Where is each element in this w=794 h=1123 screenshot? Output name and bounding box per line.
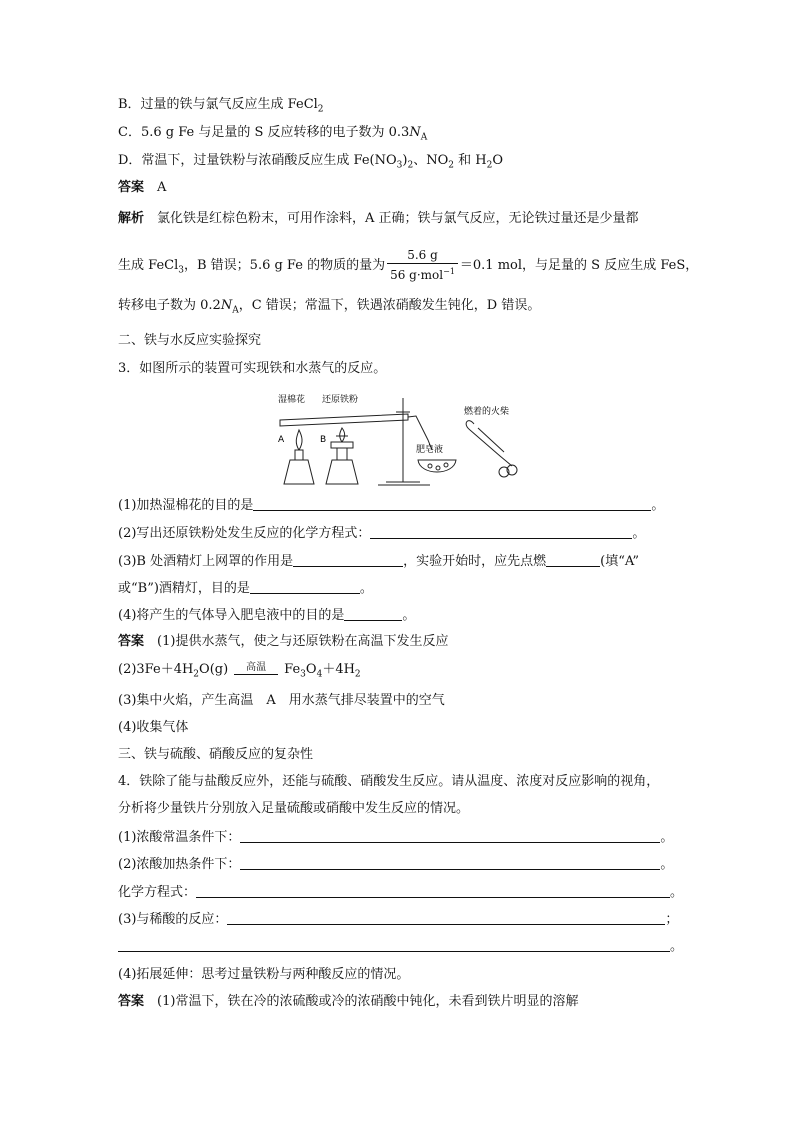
fraction: $\frac{5.6 g}{56 g\cdot mol^{-1}}$	[387, 248, 458, 283]
q3-part-1: (1)加热湿棉花的目的是 。	[118, 498, 665, 513]
q3-answer-3: (3)集中火焰，产生高温 A 用水蒸气排尽装置中的空气	[118, 693, 445, 708]
answer-blank[interactable]	[250, 579, 360, 594]
q3-part-4: (4)将产生的气体导入肥皂液中的目的是 。	[118, 608, 416, 623]
q4-part-4: (4)拓展延伸：思考过量铁粉与两种酸反应的情况。	[118, 967, 410, 982]
q4-part-2: (2)浓酸加热条件下： 。	[118, 857, 674, 872]
q3-part-3: (3)B 处酒精灯上网罩的作用是 ，实验开始时，应先点燃 (填“A”	[118, 554, 639, 569]
q4-answer-1: 答案 (1)常温下，铁在冷的浓硫酸或冷的浓硝酸中钝化，未看到铁片明显的溶解	[118, 994, 579, 1009]
q4-part-3: (3)与稀酸的反应： ；	[118, 912, 679, 927]
answer-blank[interactable]	[240, 828, 660, 843]
answer-blank[interactable]	[253, 496, 651, 511]
analysis-line-2: 生成 FeCl$_3$，B 错误；5.6 g Fe 的物质的量为 $\frac{5.6 g}{56 g\cdot mol^{-1}}$ ＝0.1 mol，与足量的 S 反应生成 FeS，	[118, 248, 699, 282]
answer-blank[interactable]	[344, 606, 402, 621]
q3-part-3-cont: 或“B”)酒精灯，目的是 。	[118, 581, 373, 596]
reaction-tube	[280, 414, 408, 426]
q4-part-1: (1)浓酸常温条件下： 。	[118, 830, 674, 845]
q4-stem-1: 4．铁除了能与盐酸反应外，还能与硫酸、硝酸发生反应。请从温度、浓度对反应影响的视角，	[118, 774, 660, 789]
section-heading-3: 三、铁与硫酸、硝酸反应的复杂性	[118, 747, 314, 762]
q3-answer-4: (4)收集气体	[118, 720, 189, 735]
analysis-line-3: 转移电子数为 $0.2N_A$，C 错误；常温下，铁遇浓硝酸发生钝化，D 错误。	[118, 298, 541, 316]
q3-part-2: (2)写出还原铁粉处发生反应的化学方程式： 。	[118, 526, 646, 541]
q4-stem-2: 分析将少量铁片分别放入足量硫酸或硝酸中发生反应的情况。	[118, 801, 470, 816]
q3-stem: 3．如图所示的装置可实现铁和水蒸气的反应。	[118, 361, 387, 376]
q3-answer-1: 答案 (1)提供水蒸气，使之与还原铁粉在高温下发生反应	[118, 634, 449, 649]
q4-equation: 化学方程式： 。	[118, 885, 684, 900]
label-a: A	[278, 435, 285, 445]
apparatus-figure	[268, 386, 530, 492]
label-wet-cotton: 湿棉花	[278, 395, 306, 405]
label-iron-powder: 还原铁粉	[322, 395, 359, 405]
burner-b	[326, 460, 358, 484]
answer-blank[interactable]	[196, 883, 670, 898]
burner-a	[284, 460, 314, 484]
reaction-condition: 高温	[234, 662, 278, 678]
answer-blank[interactable]	[546, 552, 600, 567]
label-b: B	[320, 435, 327, 445]
answer-q2: 答案 A	[118, 180, 167, 195]
option-b: B．过量的铁与氯气反应生成 FeCl$_2$	[118, 97, 324, 115]
match-tongs	[466, 421, 512, 466]
q3-answer-2: $(2)3Fe+4H_2O(g)$ 高温 $Fe_3O_4+4H_2$	[118, 661, 361, 680]
answer-blank[interactable]	[227, 910, 665, 925]
label-match: 燃着的火柴	[464, 407, 510, 417]
answer-blank[interactable]	[293, 552, 403, 567]
label-soap: 肥皂液	[416, 445, 444, 455]
option-d: D．常温下，过量铁粉与浓硝酸反应生成 $Fe(NO_3)_2$、$NO_2$ 和 $H_2O$	[118, 153, 504, 171]
answer-blank[interactable]	[370, 524, 632, 539]
option-c: C．5.6 g Fe 与足量的 S 反应转移的电子数为 $0.3N_A$	[118, 125, 428, 143]
iron-stand	[378, 398, 430, 485]
section-heading-2: 二、铁与水反应实验探究	[118, 333, 262, 348]
q4-part-3-cont: 。	[118, 937, 683, 956]
analysis-line-1: 解析 氯化铁是红棕色粉末，可用作涂料，A 正确；铁与氯气反应，无论铁过量还是少量都	[118, 211, 639, 226]
answer-blank[interactable]	[118, 937, 670, 952]
answer-blank[interactable]	[240, 855, 660, 870]
